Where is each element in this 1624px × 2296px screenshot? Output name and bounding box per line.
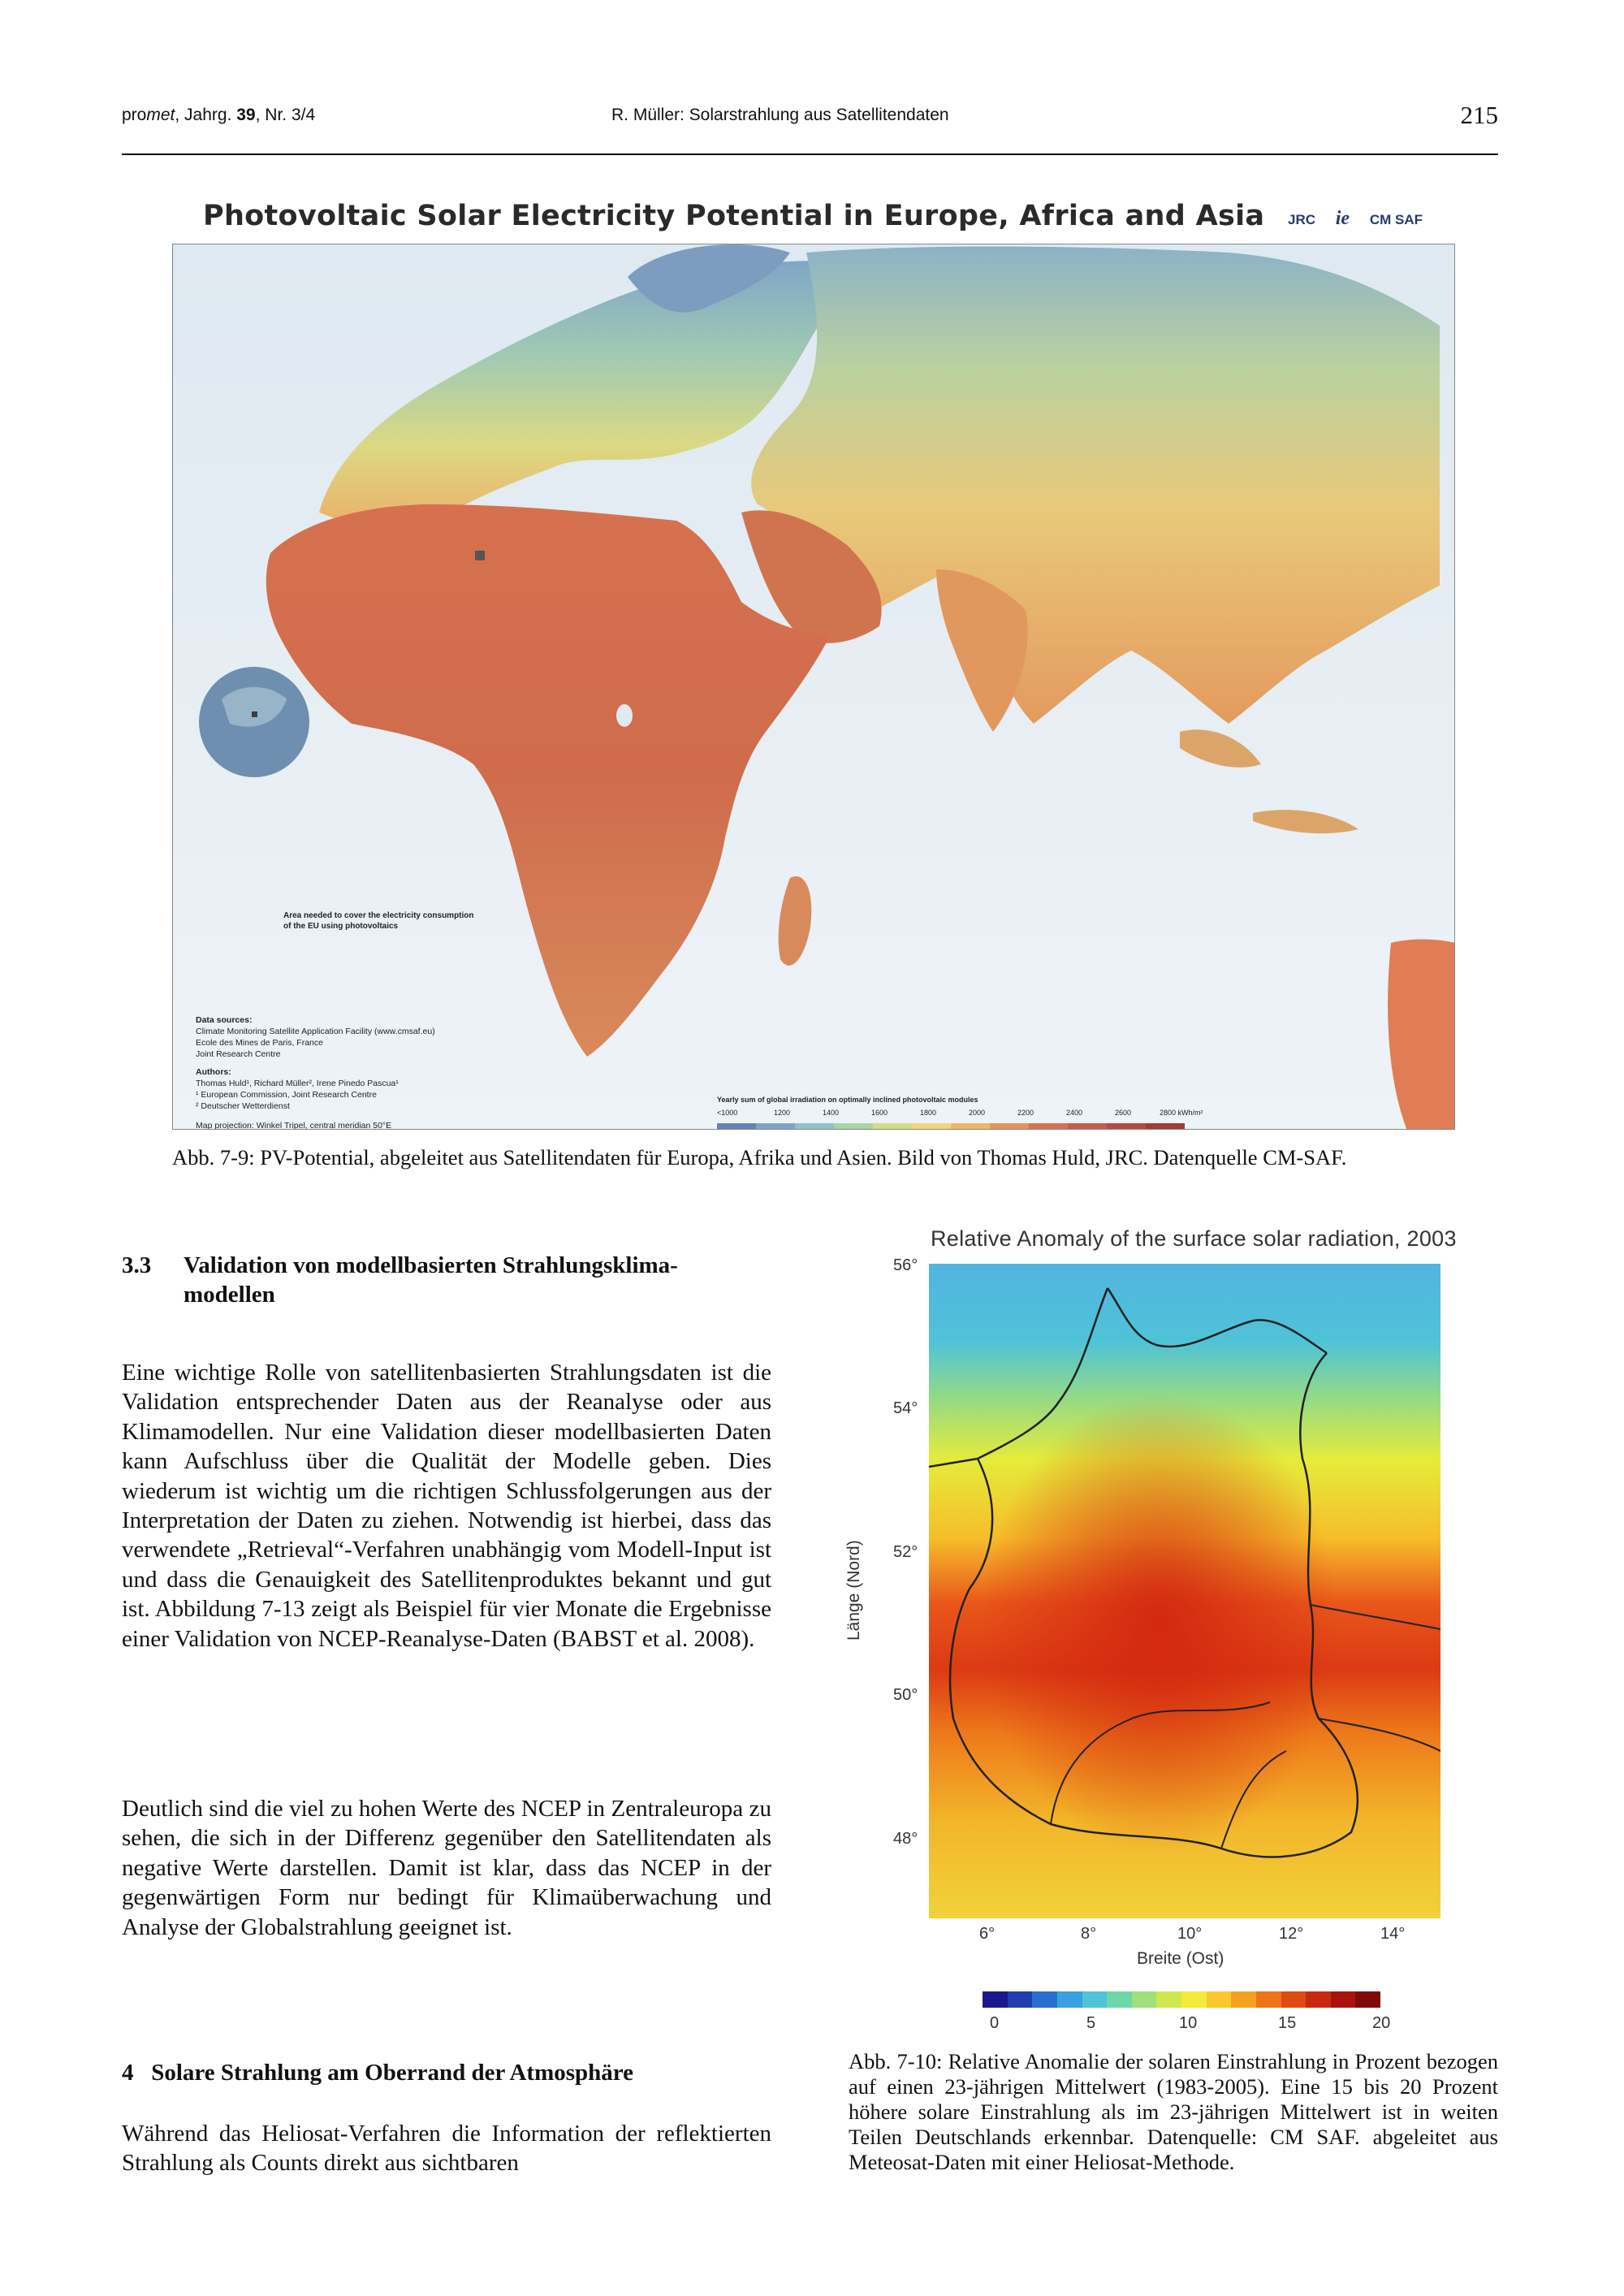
area-marker [475, 551, 485, 560]
y-tick: 50° [893, 1686, 918, 1704]
legend-top-tick: 1400 [823, 1109, 840, 1117]
legend-swatch [951, 1123, 990, 1130]
legend-swatch [873, 1123, 912, 1130]
paragraph-text: Deutlich sind die viel zu hohen Werte des NCEP in Zentraleuropa zu sehen, die sich in der Differenz gegenüber den Satellitendaten als negative Werte darstellen. Damit ist klar, dass das NCEP in der gegenwärtigen Form nur bedingt für Klimaüberwachung und Analyse der Globalstrahlung geeignet ist. [122, 1796, 771, 1940]
colorbar-swatch [1032, 1991, 1057, 2008]
colorbar-swatch [1181, 1991, 1207, 2008]
jrc-logo: JRC [1288, 212, 1316, 227]
author-item: ¹ European Commission, Joint Research Centre [196, 1090, 377, 1100]
page-header [122, 101, 1498, 141]
section-heading-4 [122, 2060, 633, 2086]
colorbar-swatch [1107, 1991, 1132, 2008]
colorbar-tick: 20 [1372, 2014, 1391, 2032]
colorbar-swatch [1355, 1991, 1380, 2008]
colorbar-swatch [1132, 1991, 1157, 2008]
header-rule [122, 153, 1498, 155]
colorbar-swatch [1306, 1991, 1331, 2008]
anomaly-colorbar [983, 1991, 1380, 2008]
y-tick: 54° [893, 1399, 918, 1417]
x-tick: 14° [1380, 1925, 1406, 1943]
colorbar-swatch [1331, 1991, 1356, 2008]
section-title: Solare Strahlung am Oberrand der Atmosphäre [151, 2060, 633, 2086]
colorbar-tick: 15 [1278, 2014, 1297, 2032]
x-axis-label: Breite (Ost) [1137, 1949, 1224, 1968]
anomaly-map-graphic [929, 1264, 1440, 1918]
section-title: Validation von modellbasierten Strahlungsklima-modellen [184, 1252, 678, 1308]
figure-caption-7-9: Abb. 7-9: PV-Potential, abgeleitet aus Satellitendaten für Europa, Afrika und Asien. Bild von Thomas Huld, JRC. Datenquelle CM-SAF. [172, 1145, 1347, 1170]
running-title: R. Müller: Solarstrahlung aus Satellitendaten [611, 106, 949, 124]
legend-swatch [1146, 1123, 1185, 1130]
section-number: 3.3 [122, 1252, 152, 1278]
projection-note: Map projection: Winkel Tripel, central meridian 50°E [196, 1121, 392, 1130]
paragraph [122, 1794, 771, 1942]
paragraph-text: Eine wichtige Rolle von satellitenbasierten Strahlungsdaten ist die Validation entsprechender Daten aus der Reanalyse oder aus Klimamodellen. Nur eine Validation dieser modellbasierten Daten kann Aufschluss über die Qualität der Modelle geben. Dies wiederum ist wichtig um die richtigen Schlussfolgerungen aus der Interpretation der Daten zu ziehen. Notwendig ist hierbei, dass das verwendete „Retrieval“-Verfahren unabhängig vom Modell-Input ist und dass die Genauigkeit des Satellitenproduktes bekannt und gut ist. Abbildung 7-13 zeigt als Beispiel für vier Monate die Ergebnisse einer Validation von NCEP-Reanalyse-Daten (BABST et al. 2008). [122, 1360, 771, 1652]
page-number: 215 [1460, 101, 1498, 129]
colorbar-swatch [1008, 1991, 1033, 2008]
ie-logo: ie [1335, 208, 1350, 229]
data-source-item: Joint Research Centre [196, 1049, 281, 1059]
legend-top-tick: 1600 [871, 1109, 888, 1117]
x-tick: 6° [979, 1925, 996, 1943]
legend-top-tick: 1800 [920, 1109, 937, 1117]
figure-caption-7-10: Abb. 7-10: Relative Anomalie der solaren Einstrahlung in Prozent bezogen auf einen 23-jährigen Mittelwert (1983-2005). Eine 15 bis 20 Prozent höhere solare Einstrahlung als im 23-jährigen Mittelwert ist in weiten Teilen Deutschlands erkennbar. Datenquelle: CM SAF. abgeleitet aus Meteosat-Daten mit einer Heliosat-Methode. [849, 2049, 1498, 2174]
map-graphic [173, 244, 1455, 1130]
legend-swatch [912, 1123, 951, 1130]
logo-bar [1272, 208, 1423, 230]
section-number: 4 [122, 2060, 134, 2086]
figure-title: Photovoltaic Solar Electricity Potential in Europe, Africa and Asia [203, 200, 1265, 232]
legend-swatch [1107, 1123, 1146, 1130]
colorbar-swatch [1281, 1991, 1307, 2008]
data-source-item: Climate Monitoring Satellite Application Facility (www.cmsaf.eu) [196, 1027, 435, 1036]
y-tick: 52° [893, 1543, 918, 1561]
colorbar-swatch [1231, 1991, 1256, 2008]
colorbar-swatch [1057, 1991, 1082, 2008]
authors-heading: Authors: [196, 1067, 231, 1077]
cmsaf-logo: CM SAF [1369, 212, 1423, 227]
legend-colorbar [717, 1123, 1185, 1130]
data-sources-heading: Data sources: [196, 1015, 253, 1025]
paragraph [122, 1358, 771, 1654]
legend-swatch [834, 1123, 873, 1130]
x-tick: 10° [1177, 1925, 1203, 1943]
legend-swatch [717, 1123, 756, 1130]
data-source-item: Ecole des Mines de Paris, France [196, 1038, 323, 1048]
legend-top-tick: 2400 [1066, 1109, 1083, 1117]
figure-title: Relative Anomaly of the surface solar radiation, 2003 [931, 1226, 1457, 1251]
figure-anomaly-map [840, 1218, 1466, 2022]
colorbar-tick: 5 [1086, 2014, 1096, 2032]
legend-swatch [795, 1123, 834, 1130]
legend-swatch [756, 1123, 795, 1130]
legend-top-tick: 2800 kWh/m² [1160, 1109, 1203, 1117]
colorbar-swatch [983, 1991, 1008, 2008]
legend-top-tick: 1200 [774, 1109, 791, 1117]
legend-swatch [990, 1123, 1029, 1130]
inset-caption: Area needed to cover the electricity consumption of the EU using photovoltaics [283, 911, 474, 931]
y-tick: 48° [893, 1830, 918, 1848]
legend-swatch [1029, 1123, 1068, 1130]
map-infobox [196, 1014, 435, 1130]
map-frame [172, 244, 1455, 1130]
colorbar-swatch [1256, 1991, 1281, 2008]
legend-top-tick: <1000 [717, 1109, 738, 1117]
y-axis-label: Länge (Nord) [844, 1540, 863, 1641]
author-item: Thomas Huld¹, Richard Müller², Irene Pinedo Pascua¹ [196, 1079, 399, 1088]
y-tick: 56° [893, 1256, 918, 1274]
legend-top-tick: 2200 [1017, 1109, 1034, 1117]
journal-name: promet, Jahrg. 39, Nr. 3/4 [122, 106, 316, 124]
figure-pv-map [172, 193, 1455, 1130]
legend-swatch [1068, 1123, 1107, 1130]
colorbar-swatch [1156, 1991, 1181, 2008]
legend-top-tick: 2000 [969, 1109, 986, 1117]
legend-top-tick: 2600 [1115, 1109, 1132, 1117]
colorbar-swatch [1082, 1991, 1108, 2008]
paragraph [122, 2119, 771, 2178]
legend-top-caption: Yearly sum of global irradiation on optimally inclined photovoltaic modules [717, 1096, 978, 1104]
paragraph-text: Während das Heliosat-Verfahren die Information der reflektierten Strahlung als Counts direkt aus sichtbaren [122, 2121, 771, 2177]
author-item: ² Deutscher Wetterdienst [196, 1101, 290, 1111]
colorbar-swatch [1207, 1991, 1232, 2008]
x-tick: 8° [1081, 1925, 1097, 1943]
x-tick: 12° [1279, 1925, 1304, 1943]
colorbar-tick: 0 [990, 2014, 1000, 2032]
colorbar-tick: 10 [1179, 2014, 1198, 2032]
